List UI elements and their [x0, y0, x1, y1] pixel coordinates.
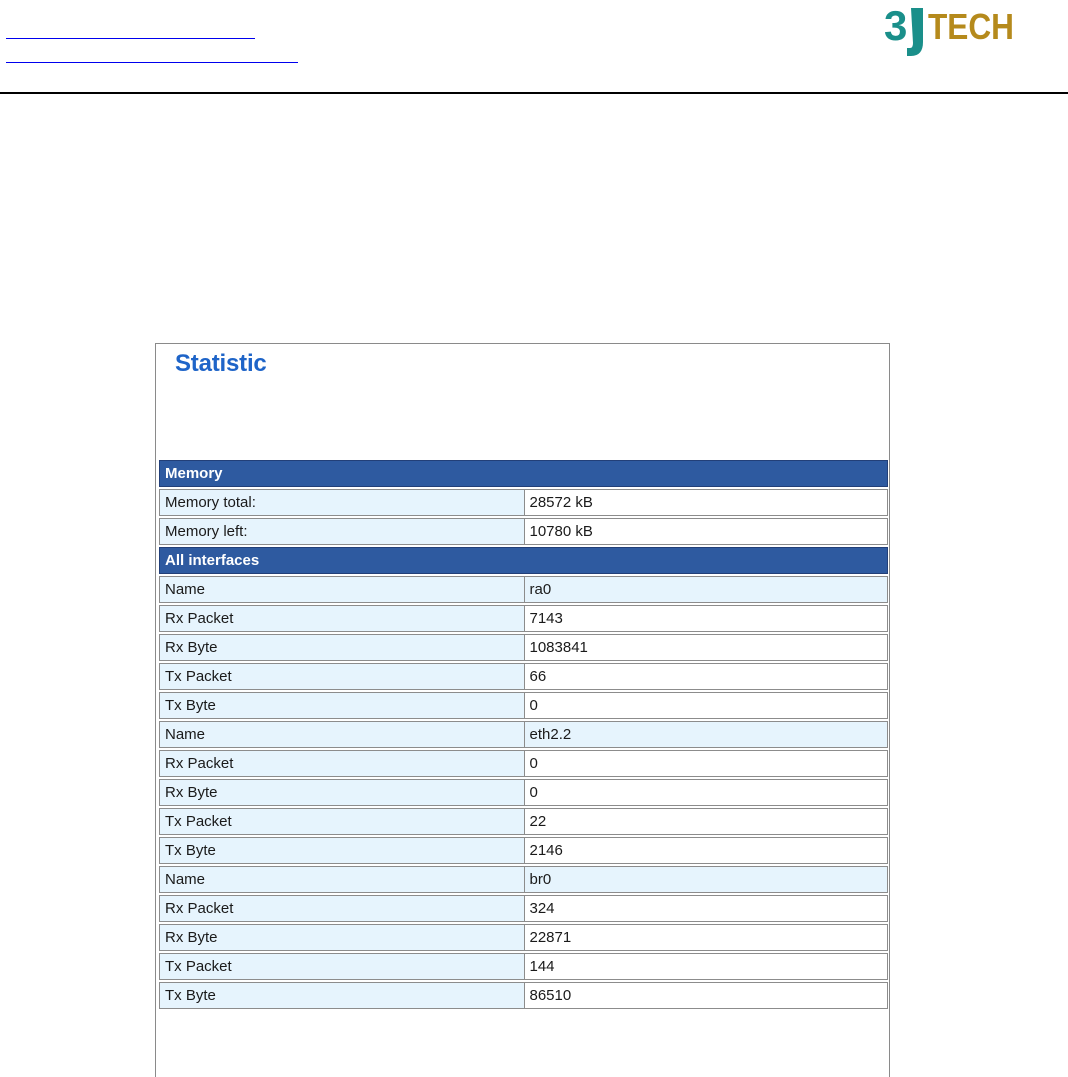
row-value: br0	[524, 866, 889, 893]
row-value: 28572 kB	[524, 489, 889, 516]
table-row	[159, 924, 888, 951]
row-label: Name	[159, 576, 524, 603]
logo-j-mark	[907, 8, 923, 56]
header-link-1[interactable]	[6, 38, 255, 39]
row-label: Tx Packet	[159, 663, 524, 690]
row-label: Tx Packet	[159, 953, 524, 980]
logo-digit: 3	[884, 2, 908, 49]
row-value: 22	[524, 808, 889, 835]
table-row	[159, 779, 888, 806]
row-label: Tx Byte	[159, 982, 524, 1009]
header-divider	[0, 92, 1068, 94]
row-label: Memory left:	[159, 518, 524, 545]
section-header	[159, 460, 888, 487]
table-row	[159, 692, 888, 719]
row-label: Rx Packet	[159, 750, 524, 777]
statistic-panel	[155, 343, 890, 1077]
row-value: 144	[524, 953, 889, 980]
table-row	[159, 489, 888, 516]
row-value: 22871	[524, 924, 889, 951]
table-row	[159, 605, 888, 632]
section-header	[159, 547, 888, 574]
section-heading: Memory	[159, 460, 888, 487]
table-row	[159, 518, 888, 545]
table-row	[159, 866, 888, 893]
table-row	[159, 982, 888, 1009]
row-label: Rx Byte	[159, 634, 524, 661]
table-row	[159, 895, 888, 922]
row-value: 324	[524, 895, 889, 922]
row-label: Tx Byte	[159, 692, 524, 719]
row-label: Name	[159, 721, 524, 748]
header-link-2[interactable]	[6, 62, 298, 63]
table-row	[159, 750, 888, 777]
row-value: 0	[524, 692, 889, 719]
row-value: 86510	[524, 982, 889, 1009]
3jtech-logo	[884, 2, 1024, 62]
row-value: 1083841	[524, 634, 889, 661]
table-row	[159, 837, 888, 864]
row-value: 10780 kB	[524, 518, 889, 545]
row-value: 66	[524, 663, 889, 690]
section-heading: All interfaces	[159, 547, 888, 574]
logo-word: TECH	[928, 6, 1014, 47]
row-label: Rx Packet	[159, 605, 524, 632]
row-value: 2146	[524, 837, 889, 864]
row-label: Memory total:	[159, 489, 524, 516]
table-row	[159, 634, 888, 661]
row-label: Rx Byte	[159, 779, 524, 806]
row-value: 7143	[524, 605, 889, 632]
row-label: Tx Packet	[159, 808, 524, 835]
table-row	[159, 808, 888, 835]
row-value: 0	[524, 779, 889, 806]
row-label: Name	[159, 866, 524, 893]
row-label: Tx Byte	[159, 837, 524, 864]
row-value: 0	[524, 750, 889, 777]
table-row	[159, 953, 888, 980]
table-row	[159, 576, 888, 603]
row-value: ra0	[524, 576, 889, 603]
row-value: eth2.2	[524, 721, 889, 748]
statistic-table	[159, 458, 888, 1011]
row-label: Rx Byte	[159, 924, 524, 951]
page-title: Statistic	[175, 350, 267, 377]
row-label: Rx Packet	[159, 895, 524, 922]
table-row	[159, 663, 888, 690]
table-row	[159, 721, 888, 748]
